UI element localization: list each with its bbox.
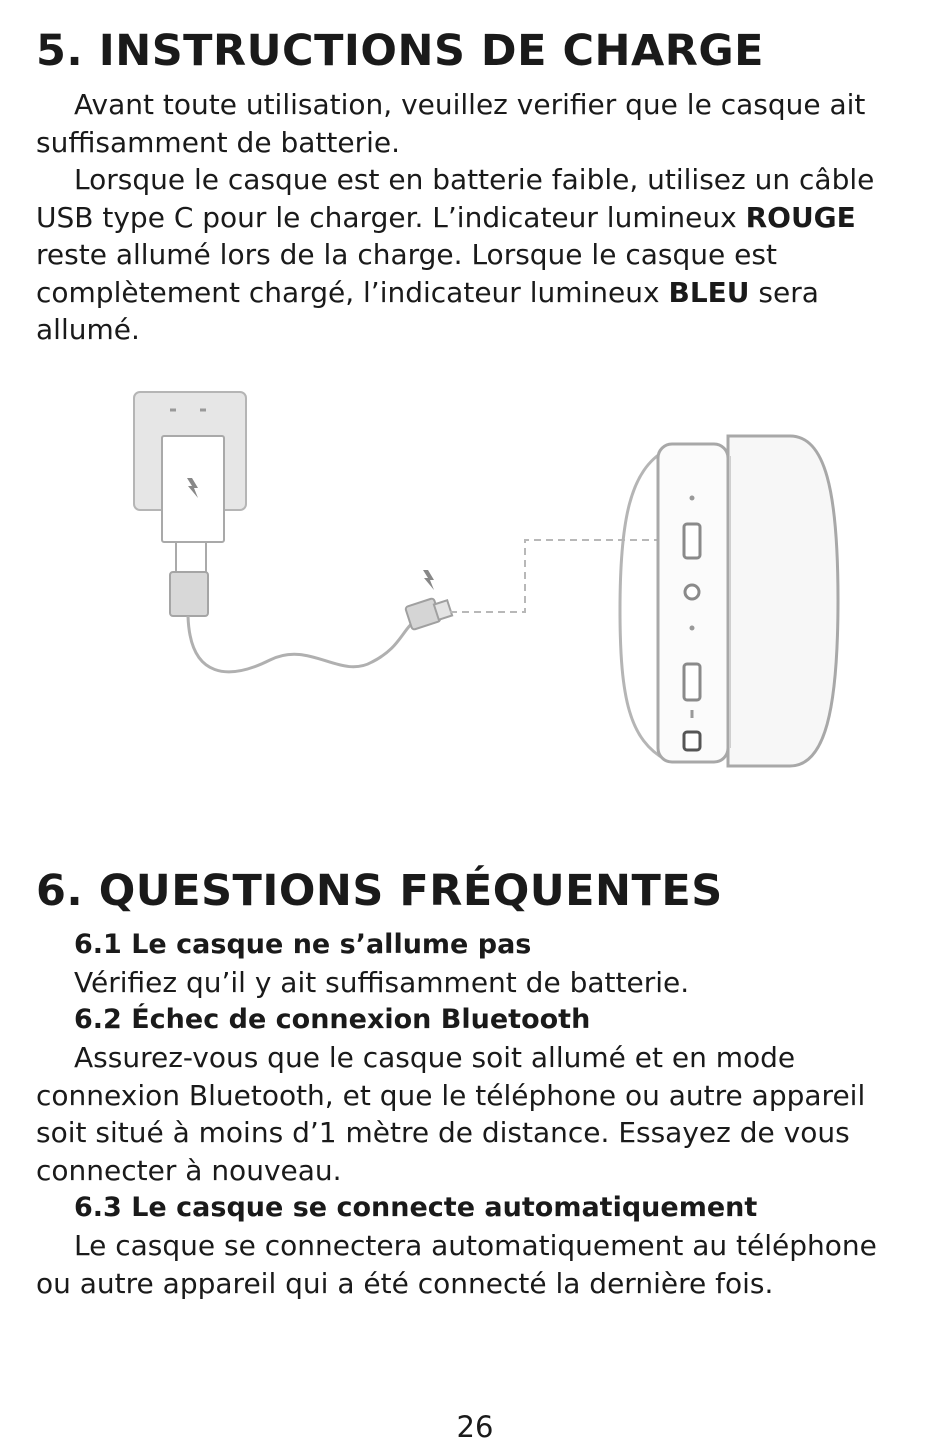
wall-charger-icon — [134, 392, 246, 616]
faq-answer-1: Vérifiez qu’il y ait suffisamment de batterie. — [74, 966, 690, 999]
section-6-title: 6. QUESTIONS FRÉQUENTES — [36, 866, 723, 916]
blue-indicator-word: BLEU — [668, 275, 750, 309]
headphone-earcup-icon — [620, 436, 838, 766]
faq-question-2: 6.2 Échec de connexion Bluetooth — [74, 1004, 591, 1035]
red-indicator-word: ROUGE — [745, 200, 856, 234]
faq-answer-3: Le casque se connectera automatiquement au téléphone ou autre appareil qui a été connecté la dernière fois. — [36, 1229, 877, 1300]
charging-illustration — [110, 380, 850, 780]
section-5-title: 5. INSTRUCTIONS DE CHARGE — [36, 26, 765, 76]
charge-paragraph-2: Lorsque le casque est en batterie faible, utilisez un câble USB type C pour le charger. L’indicateur lumineux ROUGE reste allumé lors de la charge. Lorsque le casque est complètement chargé, l’indicateur lumineux BLEU sera allumé. — [36, 163, 875, 347]
faq-question-3: 6.3 Le casque se connecte automatiquement — [74, 1192, 758, 1223]
page-number: 26 — [456, 1410, 494, 1444]
usb-c-cable-icon — [188, 540, 680, 672]
charge-paragraph-1: Avant toute utilisation, veuillez verifier que le casque ait suffisamment de batterie. — [36, 88, 866, 159]
faq-answer-2: Assurez-vous que le casque soit allumé et en mode connexion Bluetooth, et que le téléphone ou autre appareil soit situé à moins d’1 mètre de distance. Essayez de vous connecter à nouveau. — [36, 1041, 866, 1187]
faq-question-1: 6.1 Le casque ne s’allume pas — [74, 929, 532, 960]
